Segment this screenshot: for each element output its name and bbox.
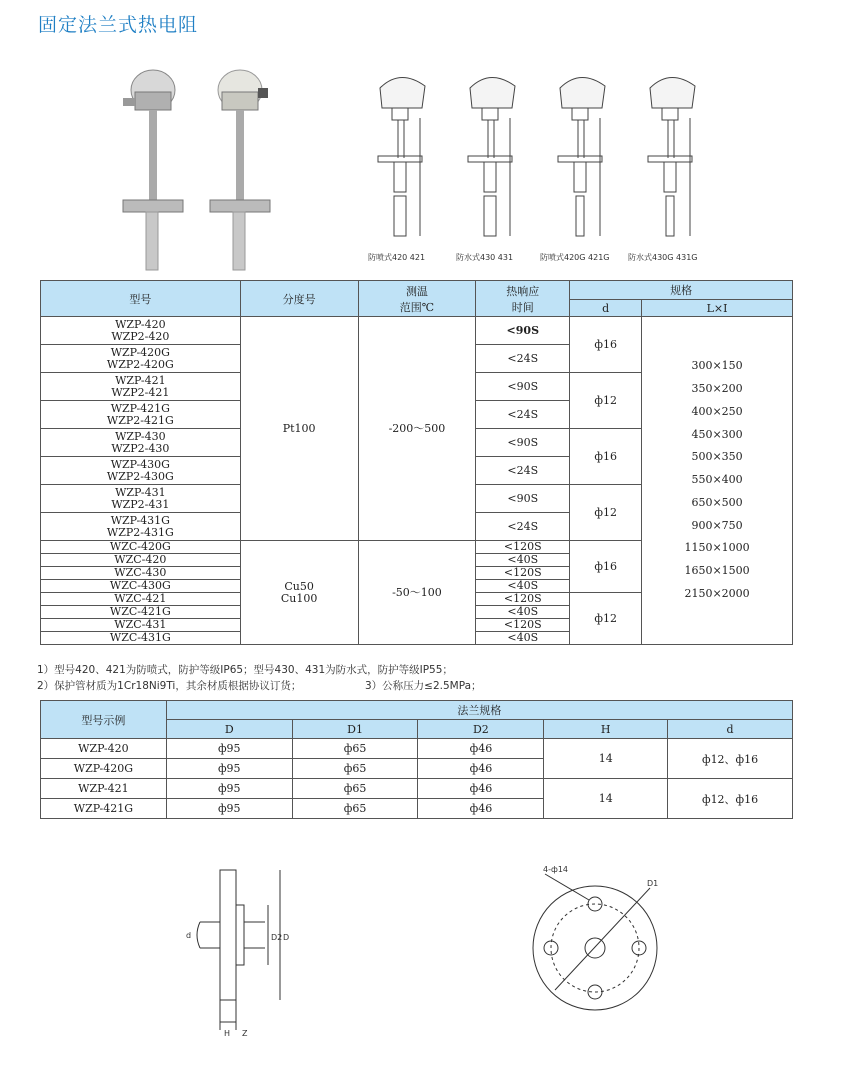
label-D2: D2 [271,933,283,942]
note-1: 1）型号420、421为防喷式，防护等级IP65；型号430、431为防水式，防护等级IP55； [37,664,453,676]
label-d: d [186,931,192,940]
table-row-model: WZC-431 [41,619,241,632]
product-photo-1 [115,60,190,275]
flange-front-drawing [525,860,675,1020]
cell-D: ф95 [166,739,292,759]
cell-D1: ф65 [292,759,418,779]
response-time: <24S [476,457,570,485]
cell-D2: ф46 [418,779,544,799]
table-row-model: WZP-421 WZP2-421 [41,373,241,401]
table-row-model: WZC-430G [41,580,241,593]
note-3: 3）公称压力≤2.5MPa； [365,680,482,692]
col-D1: D1 [292,720,418,739]
col-D2: D2 [418,720,544,739]
response-time: <120S [476,619,570,632]
header-division: 分度号 [240,281,358,317]
cu-division: Cu50 Cu100 [240,541,358,645]
table-row-model: WZP-421G WZP2-421G [41,401,241,429]
col-d: d [668,720,793,739]
response-time: <24S [476,401,570,429]
cell-D1: ф65 [292,739,418,759]
cell-D: ф95 [166,799,292,819]
cell-D1: ф65 [292,779,418,799]
page-title: 固定法兰式热电阻 [38,14,199,36]
note-2: 2）保护管材质为1Cr18Ni9Ti，其余材质根据协议订货； [37,680,302,692]
table-row-model: WZC-420G [41,541,241,554]
cell-d: ф12、ф16 [668,739,793,779]
cell-D1: ф65 [292,799,418,819]
table-row-model: WZP-431G WZP2-431G [41,513,241,541]
table-row-model: WZP-421 [41,779,167,799]
pt-division: Pt100 [240,317,358,541]
pt-d-2: ф12 [570,373,642,429]
col-D: D [166,720,292,739]
response-time: <40S [476,580,570,593]
table-row-model: WZP-420G WZP2-420G [41,345,241,373]
cell-D2: ф46 [418,759,544,779]
caption-4: 防水式430G 431G [628,253,698,262]
col-H: H [544,720,668,739]
cell-H: 14 [544,739,668,779]
header-lxi: L×I [642,300,793,317]
cell-d: ф12、ф16 [668,779,793,819]
label-H: H [224,1029,231,1038]
header-model-example: 型号示例 [41,701,167,739]
cu-d-2: ф12 [570,593,642,645]
cell-D: ф95 [166,779,292,799]
header-model: 型号 [41,281,241,317]
caption-2: 防水式430 431 [456,253,514,262]
cell-D2: ф46 [418,739,544,759]
pt-d-4: ф12 [570,485,642,541]
size-list: 300×150 350×200 400×250 450×300 500×350 550×400 650×500 900×750 1150×1000 1650×1500 2150×2000 [642,317,793,645]
table-row-model: WZC-431G [41,632,241,645]
product-drawings [360,68,720,268]
cell-D2: ф46 [418,799,544,819]
label-holes: 4-ф14 [543,865,568,874]
table-row-model: WZC-421G [41,606,241,619]
cu-range: -50～100 [358,541,476,645]
label-Z: Z [242,1029,248,1038]
response-time: <90S [476,485,570,513]
table-row-model: WZP-421G [41,799,167,819]
product-photo-2 [205,60,280,275]
table-row-model: WZC-421 [41,593,241,606]
response-time: <120S [476,567,570,580]
table-row-model: WZC-420 [41,554,241,567]
response-time: <40S [476,554,570,567]
table-row-model: WZP-420 WZP2-420 [41,317,241,345]
pt-d-1: ф16 [570,317,642,373]
response-time: <120S [476,593,570,606]
caption-3: 防喷式420G 421G [540,253,610,262]
flange-table [40,700,793,819]
pt-range: -200～500 [358,317,476,541]
cu-d-1: ф16 [570,541,642,593]
header-temp-range: 测温 范围℃ [358,281,476,317]
table-row-model: WZP-420G [41,759,167,779]
header-spec: 规格 [570,281,793,300]
header-response: 热响应 时间 [476,281,570,317]
table-row-model: WZP-430G WZP2-430G [41,457,241,485]
flange-side-drawing [180,860,300,1040]
response-time: <24S [476,513,570,541]
spec-table [40,280,793,645]
response-time: <120S [476,541,570,554]
pt-d-3: ф16 [570,429,642,485]
response-time: <90S [476,317,570,345]
response-time: <90S [476,373,570,401]
table-row-model: WZP-430 WZP2-430 [41,429,241,457]
table-row-model: WZC-430 [41,567,241,580]
table-row-model: WZP-420 [41,739,167,759]
response-time: <24S [476,345,570,373]
header-d: d [570,300,642,317]
response-time: <40S [476,632,570,645]
label-D1: D1 [647,879,659,888]
response-time: <90S [476,429,570,457]
table-row-model: WZP-431 WZP2-431 [41,485,241,513]
label-D: D [283,933,290,942]
caption-1: 防喷式420 421 [368,253,426,262]
cell-H: 14 [544,779,668,819]
header-flange-spec: 法兰规格 [166,701,792,720]
response-time: <40S [476,606,570,619]
cell-D: ф95 [166,759,292,779]
